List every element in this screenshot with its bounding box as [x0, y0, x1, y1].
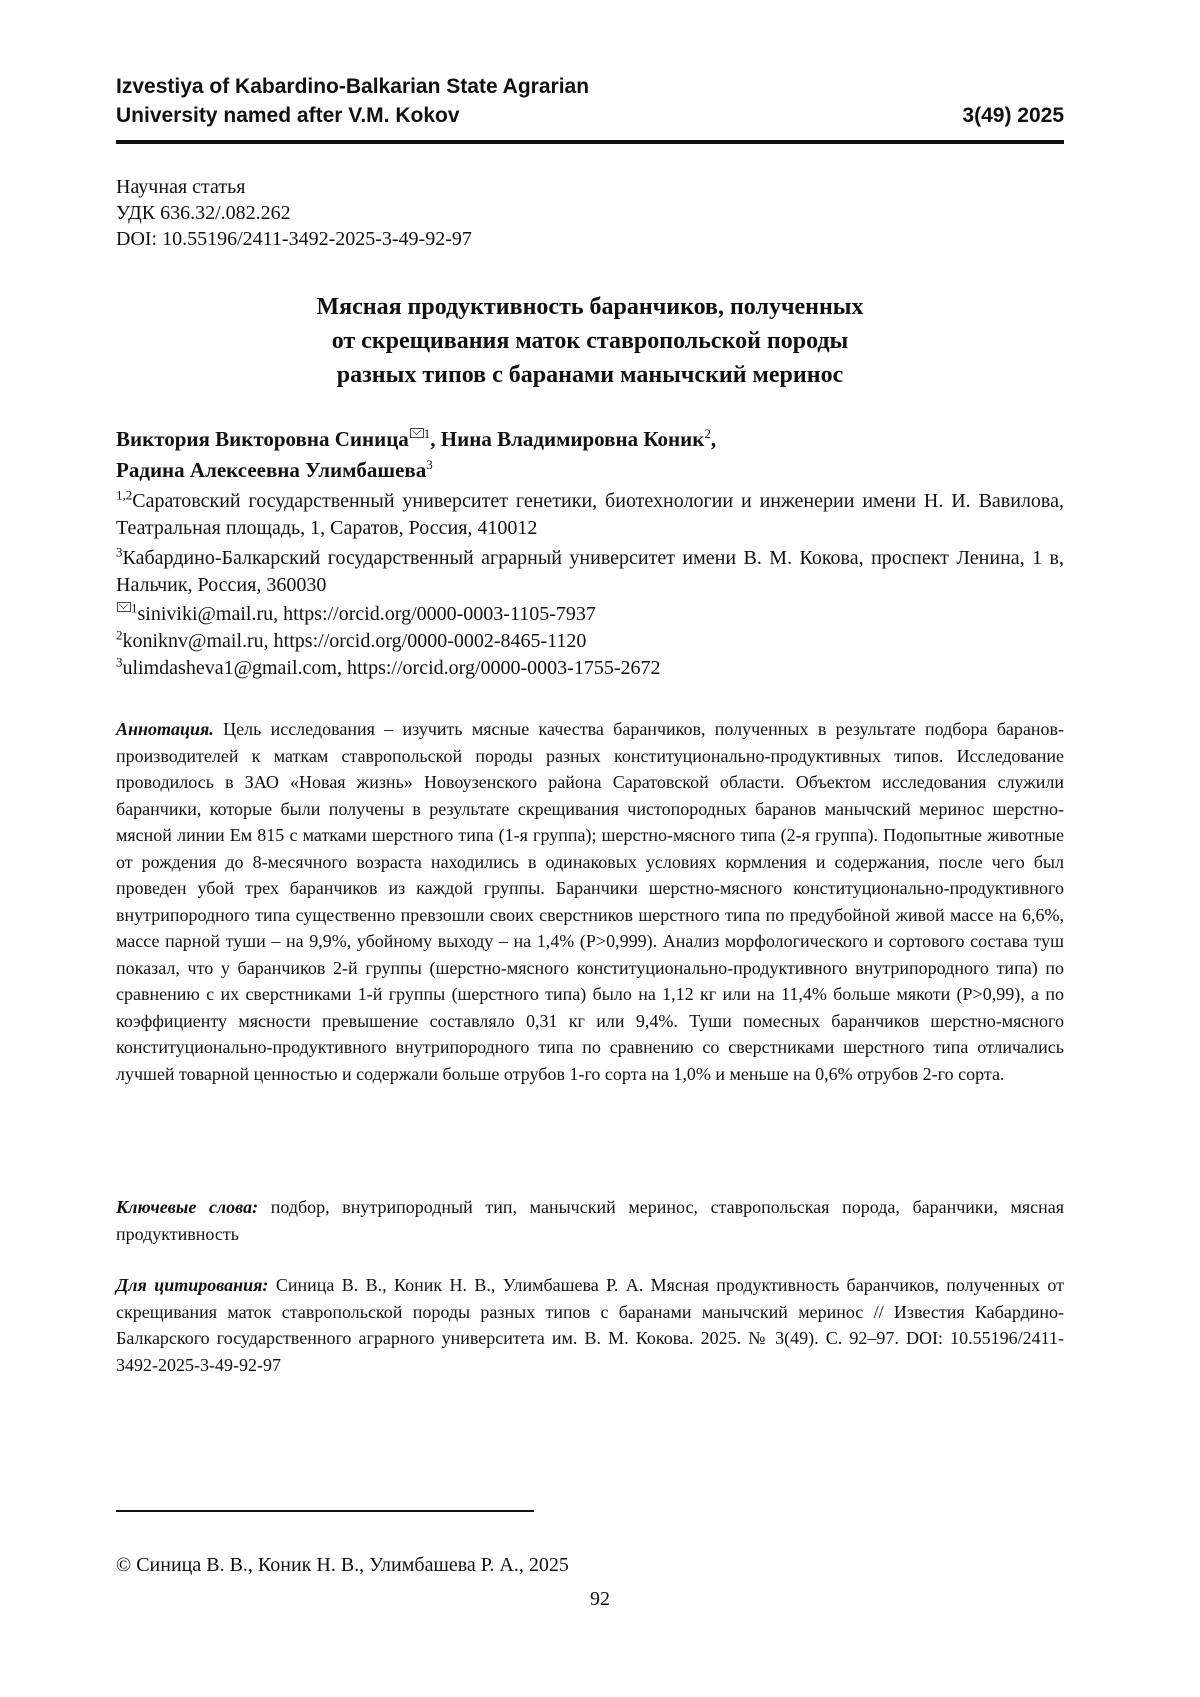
journal-issue: 3(49) 2025 [962, 104, 1064, 127]
author-3-sup: 3 [426, 457, 433, 472]
affiliation-2 [116, 545, 1064, 599]
udc-code: УДК 636.32/.082.262 [116, 202, 291, 224]
article-type: Научная статья [116, 176, 246, 198]
affiliation-1-sup: 1,2 [116, 487, 133, 503]
contact-1 [116, 601, 1064, 628]
title-line-2: от скрещивания маток ставропольской породы [331, 328, 849, 354]
contact-2 [116, 628, 1064, 655]
article-meta [116, 174, 472, 252]
title-line-3: разных типов с баранами манычский меринос [336, 362, 844, 388]
contact-2-text[interactable]: koniknv@mail.ru, https://orcid.org/0000-0002-8465-1120 [122, 630, 587, 652]
header-rule [116, 140, 1064, 144]
journal-header [116, 72, 1064, 130]
journal-name-line2: University named after V.M. Kokov [116, 104, 460, 127]
journal-header-row [116, 101, 1064, 130]
author-3: Радина Алексеевна Улимбашева [116, 458, 427, 482]
affiliation-1 [116, 488, 1064, 542]
affiliation-1-text: Саратовский государственный университет генетики, биотехнологии и инженерии имени Н. И. Вавилова, Театральная площадь, 1, Саратов, Россия, 410012 [116, 490, 1064, 539]
author-1: Виктория Викторовна Синица [116, 427, 409, 451]
abstract-label: Аннотация. [116, 719, 214, 739]
contact-2-sup: 2 [116, 627, 123, 643]
authors-line-2 [116, 455, 1064, 486]
citation [116, 1272, 1064, 1378]
affiliation-2-text: Кабардино-Балкарский государственный аграрный университет имени В. М. Кокова, проспект Ленина, 1 в, Нальчик, Россия, 360030 [116, 547, 1064, 596]
doi-link[interactable]: DOI: 10.55196/2411-3492-2025-3-49-92-97 [116, 228, 472, 250]
copyright: © Синица В. В., Коник Н. В., Улимбашева Р. А., 2025 [116, 1554, 569, 1576]
abstract [116, 716, 1064, 1087]
journal-name-line1: Izvestiya of Kabardino-Balkarian State Agrarian [116, 75, 590, 98]
article-title [116, 290, 1064, 392]
mail-icon [117, 602, 131, 612]
keywords-text: подбор, внутрипородный тип, манычский меринос, ставропольская порода, баранчики, мясная продуктивность [116, 1197, 1065, 1244]
author-list [116, 424, 1064, 486]
contact-1-text[interactable]: siniviki@mail.ru, https://orcid.org/0000-0003-1105-7937 [137, 603, 596, 625]
citation-text: Синица В. В., Коник Н. В., Улимбашева Р. А. Мясная продуктивность баранчиков, полученных от скрещивания маток ставропольской породы разных типов с баранами манычский меринос // Известия Кабардино-Балкарского государственного аграрного университета им. В. М. Кокова. 2025. № 3(49). С. 92–97. DOI: 10.55196/2411-3492-2025-3-49-92-97 [116, 1275, 1065, 1375]
author-contacts [116, 601, 1064, 682]
mail-icon [410, 428, 424, 438]
contact-3-text[interactable]: ulimdasheva1@gmail.com, https://orcid.org/0000-0003-1755-2672 [122, 657, 661, 679]
contact-1-sup: 1 [131, 600, 138, 616]
footnote-rule [116, 1510, 534, 1512]
citation-label: Для цитирования: [116, 1275, 269, 1295]
keywords [116, 1194, 1064, 1247]
contact-3-sup: 3 [116, 654, 123, 670]
keywords-label: Ключевые слова: [116, 1197, 259, 1217]
affiliation-2-sup: 3 [116, 544, 123, 560]
authors-line-1: Виктория Викторовна Синица $^1$, Нина Владимировна Коник$^2$, [116, 426, 717, 451]
contact-3 [116, 655, 1064, 682]
page-number: 92 [590, 1588, 610, 1610]
author-2: Нина Владимировна Коник [440, 427, 705, 451]
abstract-text: Цель исследования – изучить мясные качества баранчиков, полученных в результате подбора баранов-производителей к маткам ставропольской породы разных конституционально-продуктивных типов. Исследование проводилось в ЗАО «Новая жизнь» Новоузенского района Саратовской области. Объектом исследования служили баранчики, которые были получены в результате скрещивания чистопородных баранов манычский меринос шерстно-мясной линии Ем 815 с матками шерстного типа (1-я группа); шерстно-мясного типа (2-я группа). Подопытные животные от рождения до 8-месячного возраста находились в одинаковых условиях кормления и содержания, после чего был проведен убой трех баранчиков из каждой группы. Баранчики шерстно-мясного конституционально-продуктивного внутрипородного типа существенно превзошли своих сверстников шерстного типа по предубойной живой массе на 6,6%, массе парной туши – на 9,9%, убойному выходу – на 1,4% (P>0,999). Анализ морфологического и сортового состава туш показал, что у баранчиков 2-й группы (шерстно-мясного конституционально-продуктивного внутрипородного типа) по сравнению с их сверстниками 1-й группы (шерстного типа) было на 1,12 кг или на 11,4% больше мякоти (P>0,99), а по коэффициенту мясности превышение составляло 0,31 кг или 9,4%. Туши помесных баранчиков шерстно-мясного конституционально-продуктивного внутрипородного типа по сравнению со сверстниками шерстного типа отличались лучшей товарной ценностью и содержали больше отрубов 1-го сорта на 1,0% и меньше на 0,6% отрубов 2-го сорта. [116, 719, 1065, 1084]
author-1-sup: 1 [423, 426, 431, 441]
author-2-sup: 2 [704, 426, 711, 441]
title-line-1: Мясная продуктивность баранчиков, полученных [316, 294, 864, 320]
